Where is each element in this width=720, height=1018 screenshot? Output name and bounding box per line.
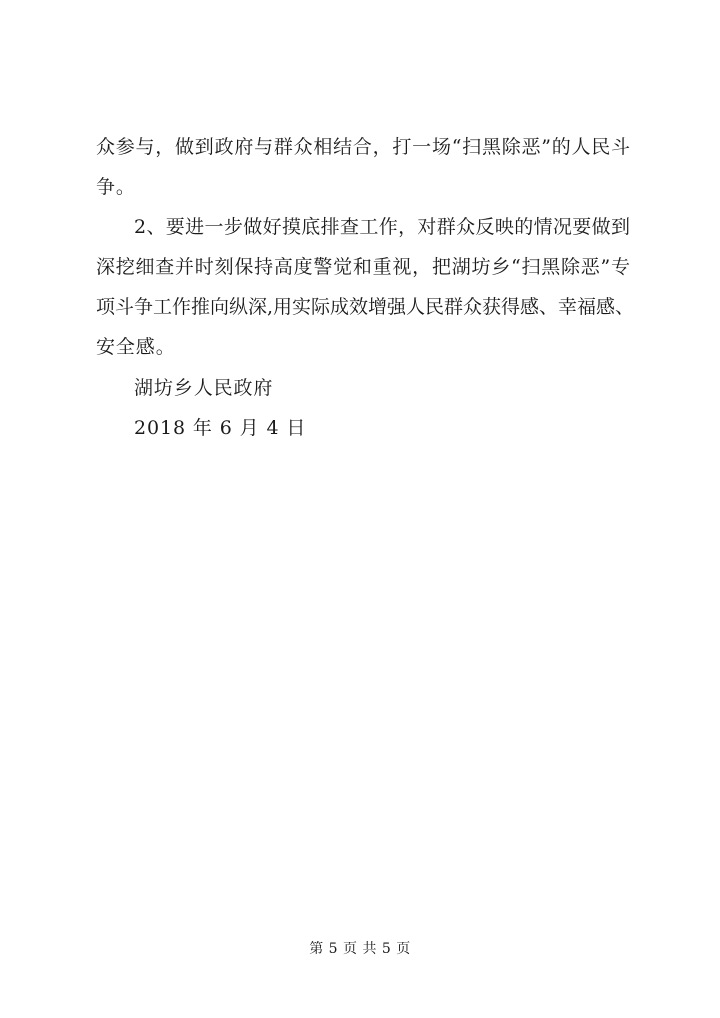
paragraph-1-line-2: 争。 bbox=[96, 176, 136, 198]
paragraph-2-line-2: 深挖细查并时刻保持高度警觉和重视，把湖坊乡“扫黑除恶”专 bbox=[96, 256, 630, 278]
paragraph-2-line-3: 项斗争工作推向纵深,用实际成效增强人民群众获得感、幸福感、 bbox=[96, 296, 635, 318]
paragraph-2-line-4: 安全感。 bbox=[96, 336, 176, 358]
signature-date: 2018 年 6 月 4 日 bbox=[134, 417, 307, 439]
paragraph-2-line-1: 2、要进一步做好摸底排查工作，对群众反映的情况要做到 bbox=[134, 216, 630, 238]
signature-organization: 湖坊乡人民政府 bbox=[134, 377, 274, 399]
page-number-footer: 第 5 页 共 5 页 bbox=[309, 941, 411, 957]
paragraph-1-line-1: 众参与，做到政府与群众相结合，打一场“扫黑除恶”的人民斗 bbox=[96, 136, 630, 158]
